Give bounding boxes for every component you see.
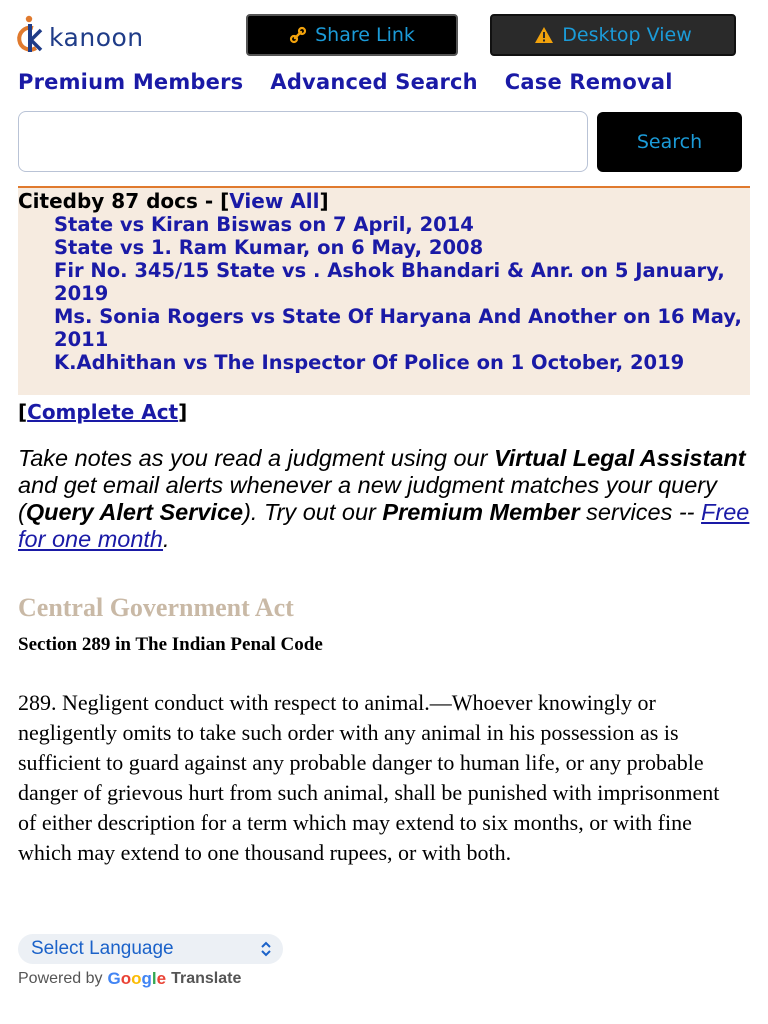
- premium-promo: [18, 445, 753, 553]
- google-logo: Google: [107, 969, 167, 988]
- logo-icon: [14, 14, 48, 54]
- citedby-link[interactable]: State vs Kiran Biswas on 7 April, 2014: [54, 213, 474, 236]
- citedby-link[interactable]: Ms. Sonia Rogers vs State Of Haryana And Another on 16 May, 2011: [54, 305, 742, 351]
- citedby-count: Citedby 87 docs - [: [18, 189, 230, 213]
- complete-act: [18, 400, 187, 424]
- promo-text: services --: [579, 499, 702, 525]
- citedby-list: [54, 213, 750, 374]
- promo-text: .: [163, 526, 170, 552]
- complete-act-link[interactable]: Complete Act: [27, 400, 179, 424]
- top-nav: [18, 70, 673, 94]
- list-item: [54, 259, 750, 305]
- translate-link[interactable]: Translate: [171, 970, 242, 987]
- citedby-heading: [18, 190, 750, 213]
- desktop-view-button[interactable]: [490, 14, 736, 56]
- warning-icon: [534, 26, 554, 44]
- citedby-bracket: ]: [319, 189, 329, 213]
- citedby-panel: [18, 186, 750, 395]
- promo-bold: Premium Member: [382, 499, 580, 525]
- chevron-updown-icon: [259, 939, 273, 959]
- list-item: [54, 305, 750, 351]
- share-link-label: Share Link: [315, 24, 415, 46]
- powered-by-google: [18, 969, 241, 989]
- nav-premium-members[interactable]: Premium Members: [18, 70, 244, 94]
- citedby-link[interactable]: State vs 1. Ram Kumar, on 6 May, 2008: [54, 236, 484, 259]
- free-trial-link[interactable]: Free for one month: [18, 499, 750, 552]
- promo-text: and get email alerts whenever a new judgment matches your query (: [18, 472, 717, 525]
- search-button[interactable]: Search: [597, 112, 742, 172]
- bracket-close: ]: [178, 400, 188, 424]
- promo-text: Take notes as you read a judgment using our: [18, 445, 494, 471]
- nav-case-removal[interactable]: Case Removal: [504, 70, 673, 94]
- logo-text: kanoon: [49, 22, 144, 52]
- view-all-link[interactable]: View All: [229, 189, 320, 213]
- share-link-button[interactable]: [246, 14, 458, 56]
- desktop-view-label: Desktop View: [562, 24, 692, 46]
- bracket-open: [: [18, 400, 28, 424]
- nav-advanced-search[interactable]: Advanced Search: [270, 70, 478, 94]
- doc-body: 289. Negligent conduct with respect to animal.—Whoever knowingly or negligently omits to take such order with any animal in his possession as is sufficient to guard against any probable danger to human life, or any probable danger of grievous hurt from such animal, shall be punished with imprisonment of either description for a term which may extend to six months, or with fine which may extend to one thousand rupees, or with both.: [18, 690, 720, 865]
- language-select[interactable]: [18, 934, 283, 964]
- powered-by-label: Powered by: [18, 970, 103, 987]
- search-input[interactable]: [18, 111, 588, 172]
- doc-title: Section 289 in The Indian Penal Code: [18, 634, 323, 655]
- site-logo[interactable]: [14, 12, 164, 56]
- doc-type: Central Government Act: [18, 593, 294, 622]
- language-select-label: Select Language: [31, 938, 174, 959]
- link-icon: [289, 26, 307, 44]
- promo-bold: Query Alert Service: [25, 499, 244, 525]
- citedby-link[interactable]: K.Adhithan vs The Inspector Of Police on 1 October, 2019: [54, 351, 685, 374]
- promo-text: ). Try out our: [243, 499, 383, 525]
- list-item: [54, 351, 750, 374]
- list-item: [54, 236, 750, 259]
- promo-bold: Virtual Legal Assistant: [493, 445, 746, 471]
- list-item: [54, 213, 750, 236]
- citedby-link[interactable]: Fir No. 345/15 State vs . Ashok Bhandari & Anr. on 5 January, 2019: [54, 259, 725, 305]
